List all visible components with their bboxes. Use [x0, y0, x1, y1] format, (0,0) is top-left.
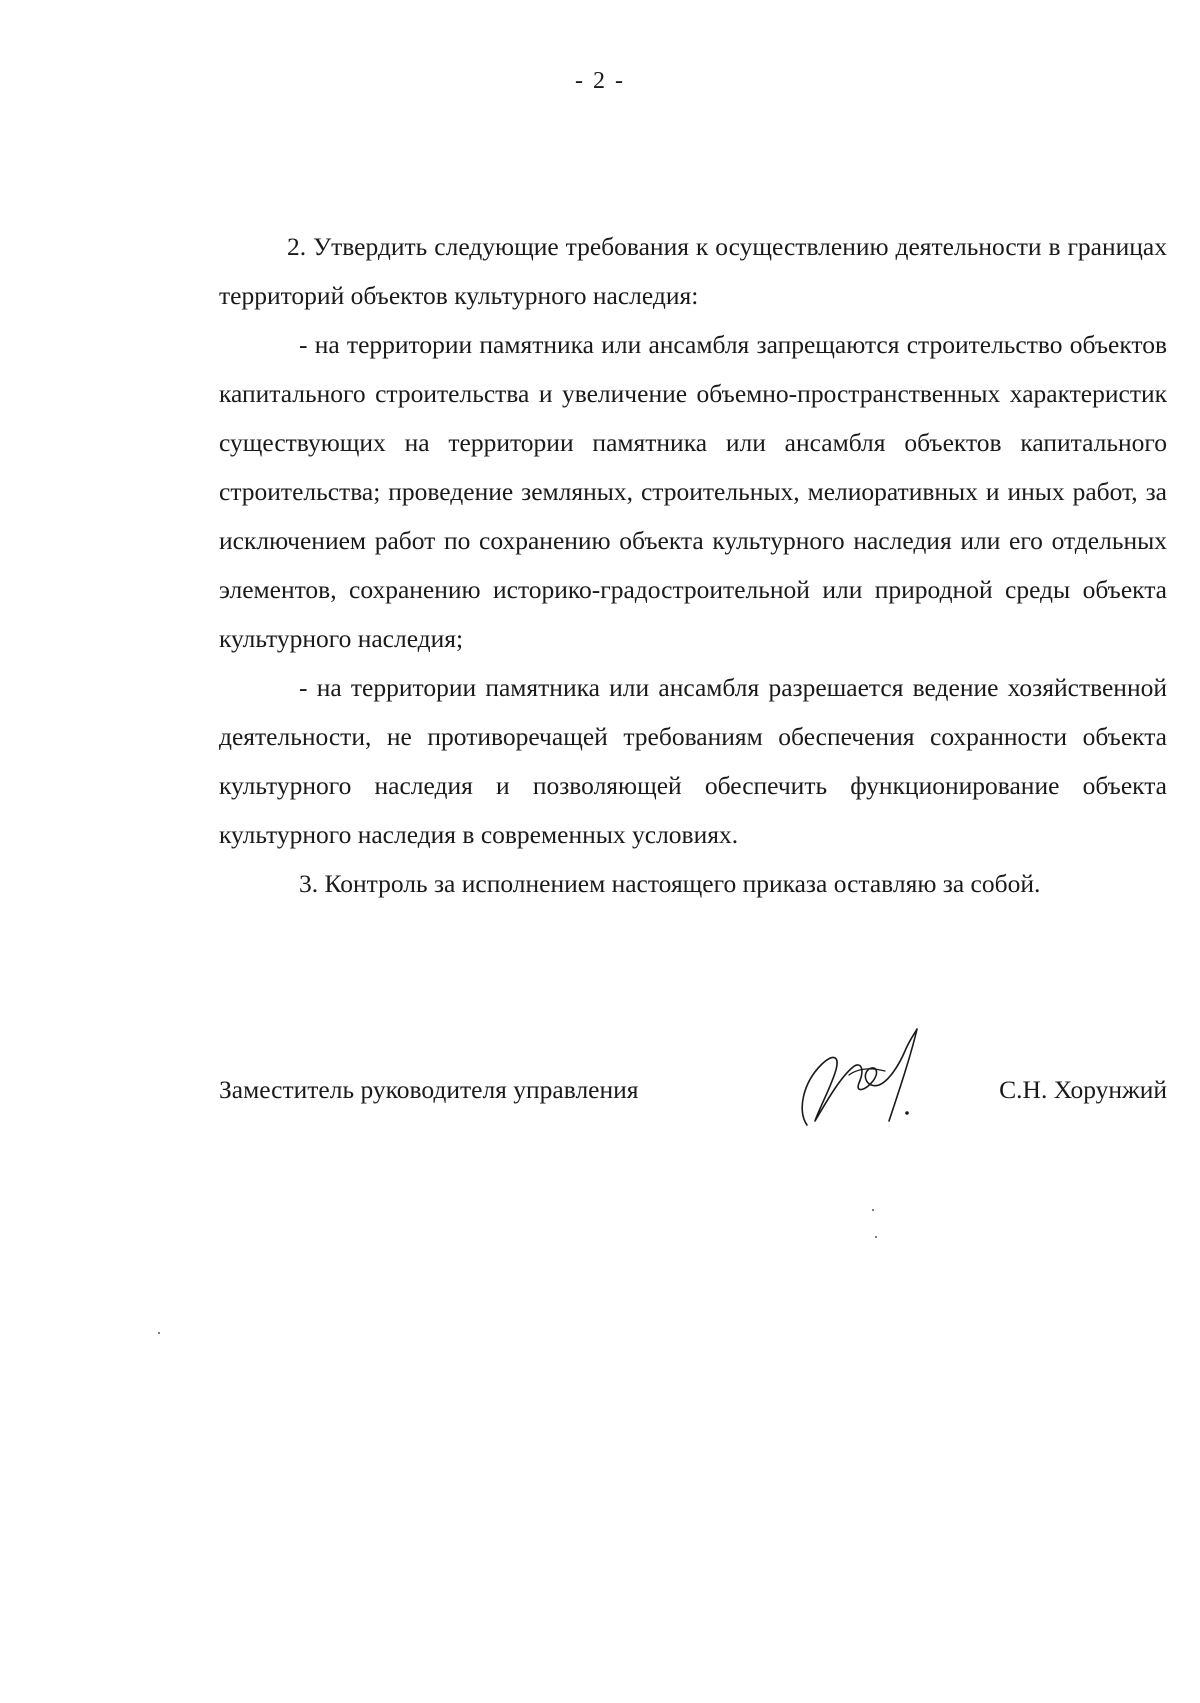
paragraph-permissions: - на территории памятника или ансамбля разрешается ведение хозяйственной деятельности, не противоречащей требованиям обеспечения сохранности объекта культурного наследия и позволяющей обеспечить функционирование объекта культурного наследия в современных условиях.	[219, 673, 1167, 849]
paragraph-prohibitions: - на территории памятника или ансамбля запрещаются строительство объектов капитального строительства и увеличение объемно-пространственных характеристик существующих на территории памятника или ансамбля объектов капитального строительства; проведение земляных, строительных, мелиоративных и иных работ, за исключением работ по сохранению объекта культурного наследия или его отдельных элементов, сохранению историко-градостроительной или природной среды объекта культурного наследия;	[219, 330, 1167, 653]
paragraph-item-3: 3. Контроль за исполнением настоящего приказа оставляю за собой.	[299, 869, 1041, 898]
paragraph-item-2: 2. Утвердить следующие требования к осуществлению деятельности в границах территорий объектов культурного наследия:	[219, 232, 1167, 310]
signature-block	[219, 1055, 1167, 1145]
signatory-position: Заместитель руководителя управления	[219, 1075, 639, 1104]
scan-speck	[872, 1209, 874, 1211]
handwritten-signature	[789, 1025, 939, 1135]
scan-speck	[875, 1236, 877, 1238]
document-body	[219, 222, 1167, 908]
scan-speck	[158, 1332, 160, 1334]
page-number: - 2 -	[575, 68, 625, 94]
signatory-name: С.Н. Хорунжий	[999, 1075, 1167, 1104]
